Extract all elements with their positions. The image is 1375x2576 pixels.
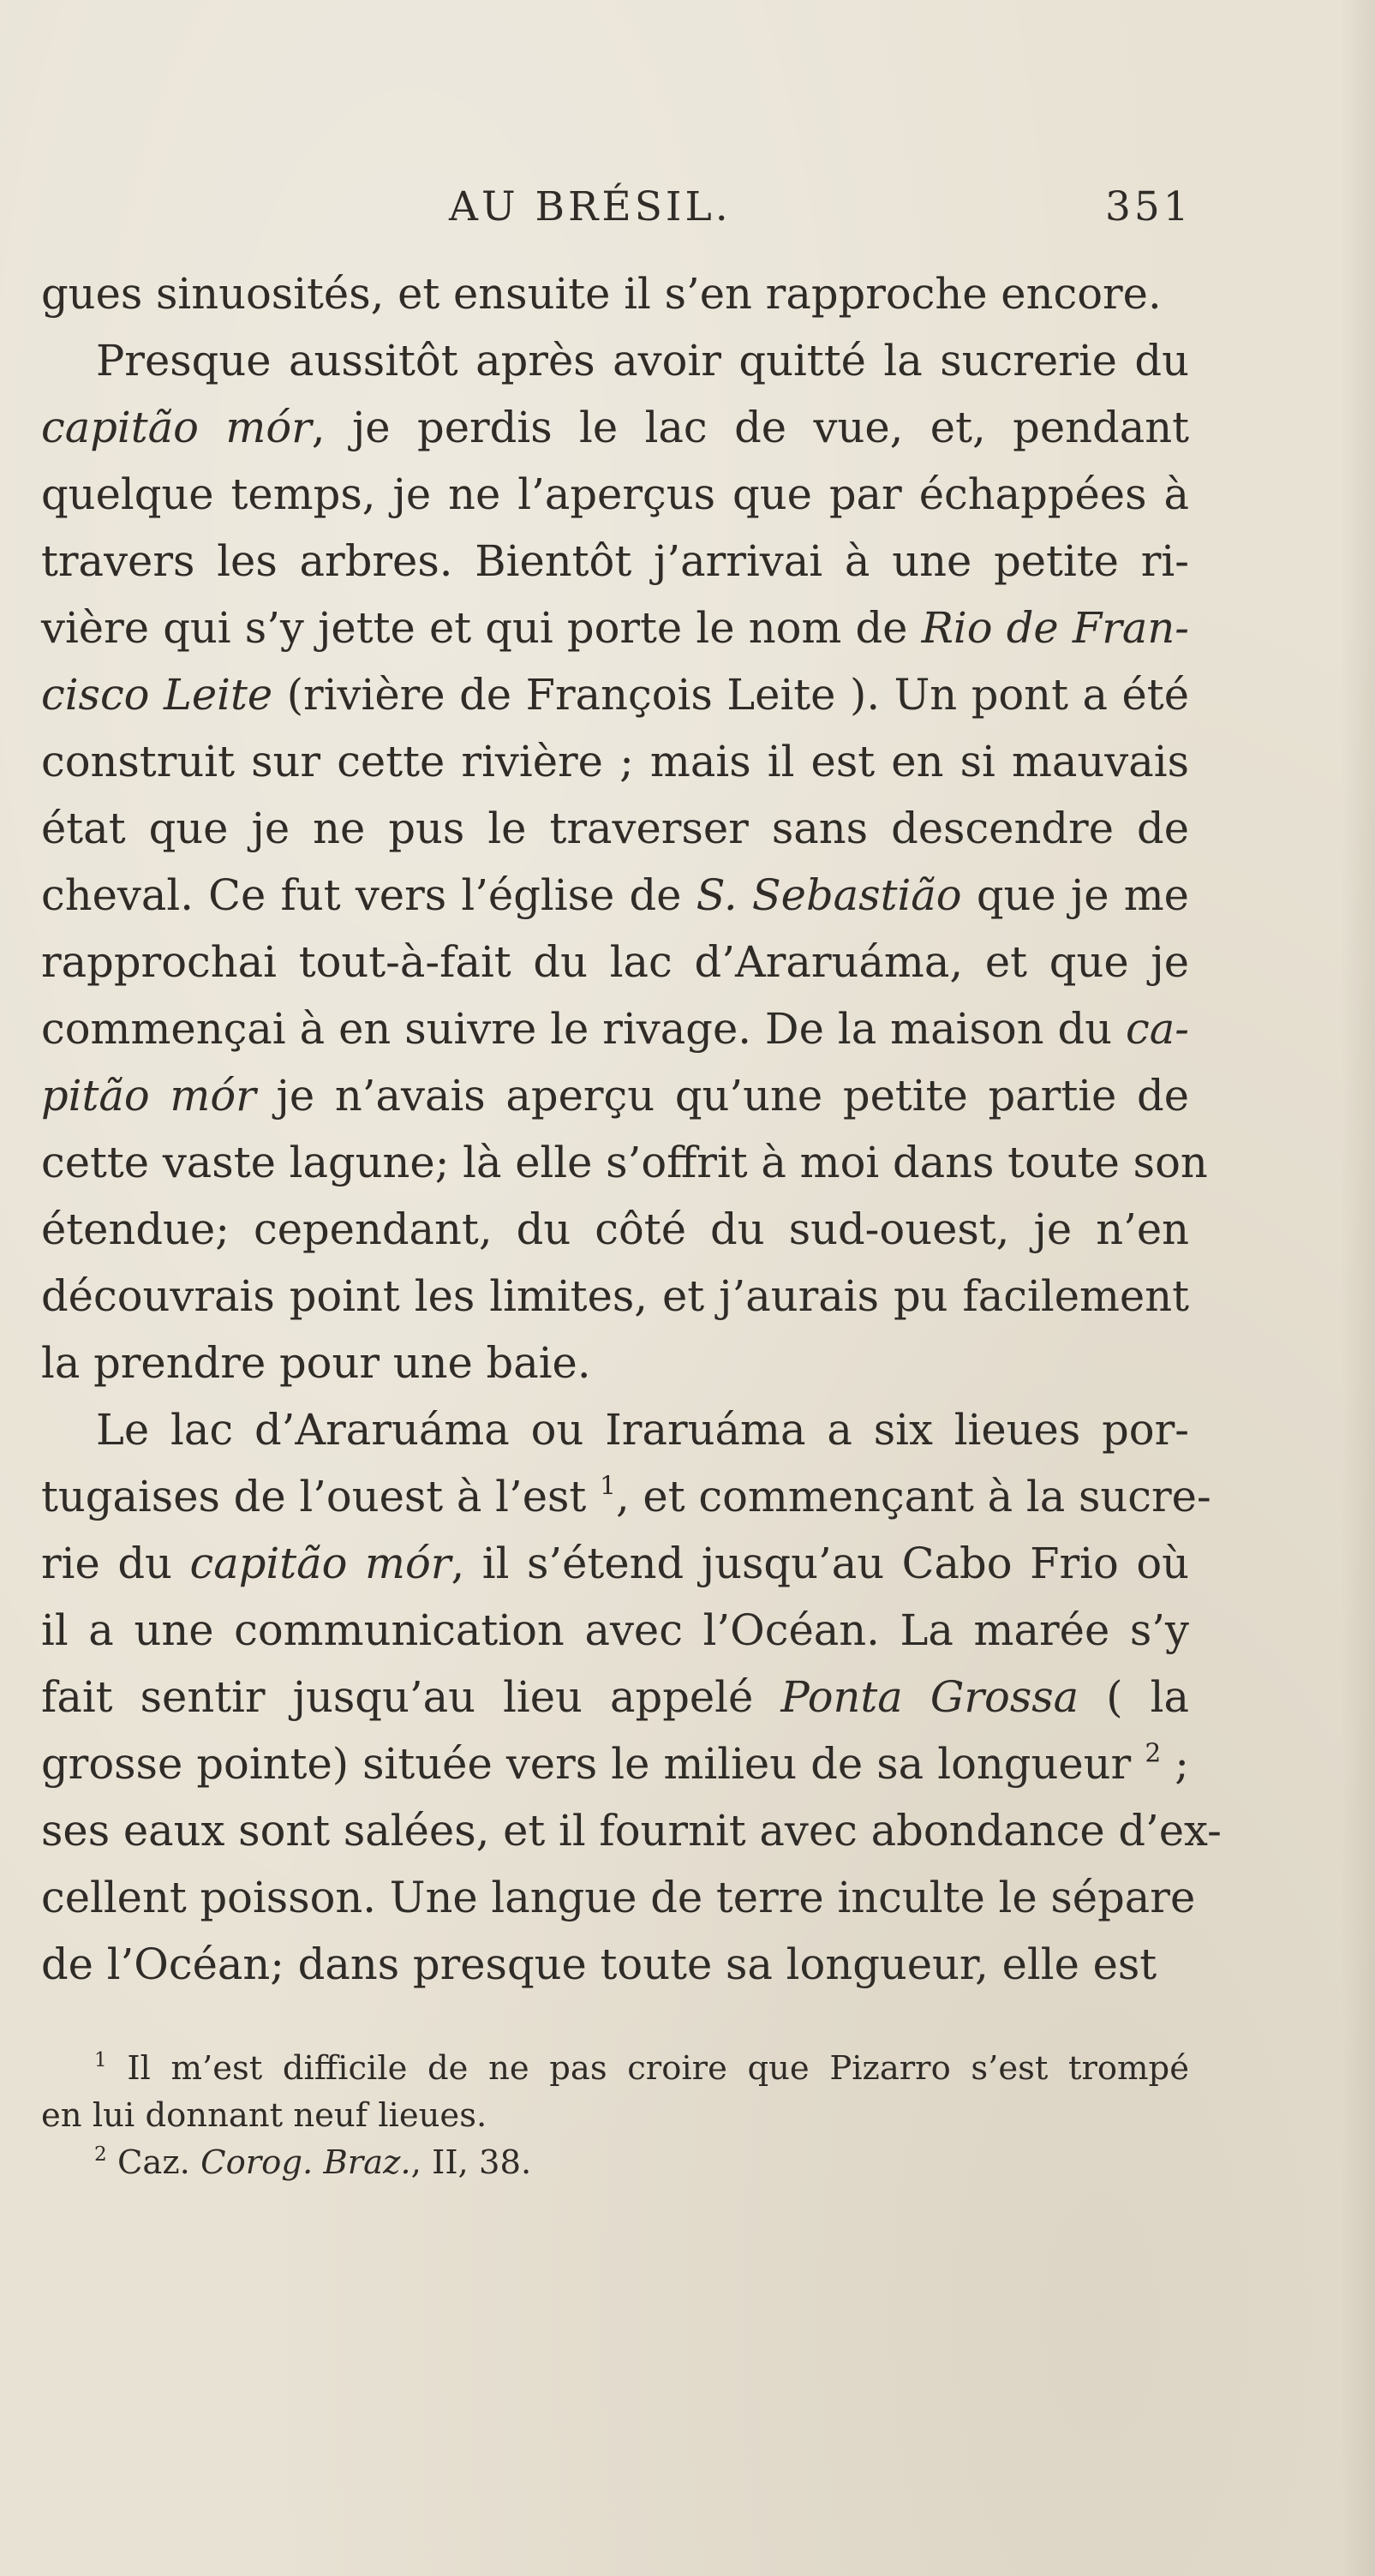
text-line — [41, 1931, 1189, 1998]
text-segment: , il s’étend jusqu’au Cabo Frio où — [451, 1539, 1190, 1588]
text-line — [41, 661, 1189, 728]
text-line — [41, 1530, 1189, 1597]
text-segment: , et commençant à la sucre- — [615, 1472, 1211, 1521]
text-line — [41, 1396, 1189, 1463]
italic-text: capitão mór — [41, 403, 312, 452]
text-segment: étendue; cependant, du côté du sud-ouest, je n’en — [41, 1204, 1189, 1254]
text-line — [41, 795, 1189, 862]
text-segment: ses eaux sont salées, et il fournit avec abondance d’ex- — [41, 1806, 1222, 1856]
text-line — [41, 394, 1189, 461]
text-segment: commençai à en suivre le rivage. De la maison du — [41, 1004, 1127, 1054]
italic-text: cisco Leite — [41, 670, 273, 720]
text-segment: vière qui s’y jette et qui porte le nom de — [41, 603, 922, 653]
footnote-marker: 1 — [600, 1471, 616, 1502]
body-text — [41, 260, 1222, 1998]
text-segment: Il m’est difficile de ne pas croire que Pizarro s’est trompé — [106, 2049, 1189, 2088]
text-segment: je n’avais aperçu qu’une petite partie de — [255, 1071, 1190, 1121]
text-segment: (rivière de François Leite ). Un pont a été — [272, 670, 1189, 720]
footnote-line — [41, 2139, 1189, 2186]
text-line — [41, 1730, 1189, 1797]
text-line — [41, 595, 1189, 661]
text-line — [41, 1597, 1189, 1664]
text-segment: cellent poisson. Une langue de terre inculte le sépare — [41, 1873, 1196, 1922]
text-segment: ( la — [1079, 1672, 1190, 1722]
text-segment: état que je ne pus le traverser sans descendre de — [41, 804, 1189, 853]
text-line — [41, 1463, 1211, 1530]
text-segment: rapprochai tout-à-fait du lac d’Araruáma, et que je — [41, 937, 1189, 987]
text-line — [41, 862, 1189, 929]
text-line — [41, 528, 1189, 595]
text-line — [41, 1196, 1189, 1263]
paragraph — [41, 260, 1189, 327]
text-segment: Presque aussitôt après avoir quitté la sucrerie du — [96, 336, 1189, 386]
text-line — [41, 327, 1189, 394]
text-line — [41, 1062, 1189, 1129]
footnote-marker: 1 — [94, 2049, 107, 2071]
text-segment: quelque temps, je ne l’aperçus que par échappées à — [41, 469, 1189, 519]
text-line — [41, 1797, 1222, 1864]
text-line — [41, 1664, 1189, 1730]
text-segment: construit sur cette rivière ; mais il est en si mauvais — [41, 737, 1189, 786]
text-segment: en lui donnant neuf lieues. — [41, 2096, 487, 2135]
text-segment: de l’Océan; dans presque toute sa longueur, elle est — [41, 1939, 1157, 1989]
footnote-marker: 2 — [94, 2143, 107, 2166]
italic-text: ca- — [1126, 1004, 1189, 1054]
italic-text: Corog. Braz. — [200, 2143, 411, 2182]
text-line — [41, 728, 1189, 795]
text-segment: , II, 38. — [410, 2143, 532, 2182]
text-segment: , je perdis le lac de vue, et, pendant — [311, 403, 1189, 452]
text-segment: cheval. Ce fut vers l’église de — [41, 870, 696, 920]
running-title: AU BRÉSIL. — [449, 183, 732, 230]
text-segment: cette vaste lagune; là elle s’offrit à moi dans toute son — [41, 1138, 1208, 1187]
text-line — [41, 461, 1189, 528]
italic-text: Rio de Fran- — [921, 603, 1189, 653]
text-segment: grosse pointe) située vers le milieu de sa longueur — [41, 1739, 1145, 1789]
running-head — [0, 183, 1375, 243]
italic-text: S. Sebastião — [696, 870, 962, 920]
text-segment: Caz. — [106, 2143, 201, 2182]
text-segment: rie du — [41, 1539, 190, 1588]
footnote — [41, 2139, 1189, 2186]
text-segment: que je me — [961, 870, 1189, 920]
text-segment: la prendre pour une baie. — [41, 1338, 591, 1388]
text-segment: Le lac d’Araruáma ou Iraruáma a six lieues por- — [96, 1405, 1189, 1455]
page-number: 351 — [1105, 183, 1193, 230]
text-line — [41, 1330, 1189, 1396]
binding-shadow — [1341, 0, 1375, 2576]
italic-text: pitão mór — [41, 1071, 256, 1121]
text-line — [41, 995, 1189, 1062]
footnote-line — [41, 2045, 1189, 2092]
text-line — [41, 929, 1189, 995]
footnote-line — [41, 2092, 1189, 2139]
italic-text: Ponta Grossa — [780, 1672, 1079, 1722]
text-segment: ; — [1161, 1739, 1189, 1789]
text-segment: travers les arbres. Bientôt j’arrivai à une petite ri- — [41, 536, 1189, 586]
text-segment: découvrais point les limites, et j’aurais pu facilement — [41, 1271, 1189, 1321]
paragraph — [41, 1396, 1222, 1998]
footnote — [41, 2045, 1189, 2139]
footnote-marker: 2 — [1145, 1738, 1162, 1769]
paragraph — [41, 327, 1208, 1396]
text-segment: il a une communication avec l’Océan. La marée s’y — [41, 1605, 1189, 1655]
text-segment: fait sentir jusqu’au lieu appelé — [41, 1672, 781, 1722]
text-line — [41, 260, 1189, 327]
text-segment: gues sinuosités, et ensuite il s’en rapproche encore. — [41, 269, 1162, 319]
footnotes — [41, 2045, 1189, 2186]
text-segment: tugaises de l’ouest à l’est — [41, 1472, 601, 1521]
text-line — [41, 1864, 1196, 1931]
text-line — [41, 1263, 1189, 1330]
italic-text: capitão mór — [189, 1539, 451, 1588]
text-line — [41, 1129, 1208, 1196]
